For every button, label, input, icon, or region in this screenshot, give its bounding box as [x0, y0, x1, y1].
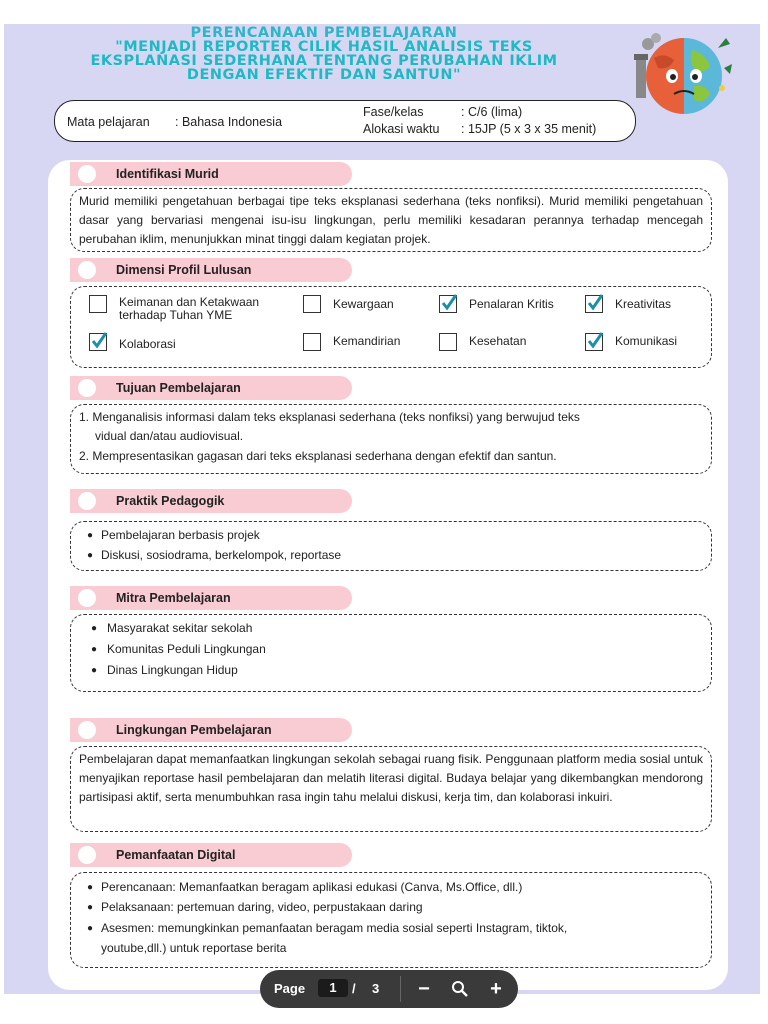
tujuan-item-1a: 1. Menganalisis informasi dalam teks eksplanasi sederhana (teks nonfiksi) yang berwujud teks — [79, 410, 580, 424]
checkbox-label: Kesehatan — [469, 334, 527, 348]
section-title: Mitra Pembelajaran — [116, 591, 231, 605]
check-icon — [91, 332, 107, 350]
zoom-fit-button[interactable] — [448, 976, 472, 1002]
header-dot — [78, 492, 96, 510]
checkbox-label: Kolaborasi — [119, 337, 176, 351]
header-dot — [78, 261, 96, 279]
subject-value: : Bahasa Indonesia — [175, 115, 283, 129]
checkbox-label: Kreativitas — [615, 297, 672, 311]
header-dot — [78, 721, 96, 739]
header-dot — [78, 589, 96, 607]
section-header-lingkungan — [70, 718, 352, 742]
section-header-tujuan — [70, 376, 352, 400]
section-header-mitra — [70, 586, 352, 610]
checkbox-label: Komunikasi — [615, 334, 678, 348]
bullet: ● — [87, 923, 94, 934]
checkbox-label: Penalaran Kritis — [469, 297, 554, 311]
title-line-4: DENGAN EFEKTIF DAN SANTUN" — [186, 67, 462, 83]
phase-value: : C/6 (lima) — [461, 105, 523, 119]
dimensi-box — [70, 286, 712, 368]
section-header-identifikasi — [70, 162, 352, 186]
page-separator: / — [352, 981, 356, 996]
document-title — [44, 26, 604, 82]
checkbox-label: Kewargaan — [333, 297, 394, 311]
praktik-item: Pembelajaran berbasis projek — [101, 528, 260, 542]
time-label: Alokasi waktu — [363, 122, 440, 136]
section-title: Dimensi Profil Lulusan — [116, 263, 252, 277]
mitra-box — [70, 614, 712, 692]
lingkungan-text: Pembelajaran dapat memanfaatkan lingkungan sekolah sebagai ruang fisik. Penggunaan platform media sosial untuk menyajikan reportase hasil pembelajaran dan melatih literasi digital. Budaya belajar yang dikembangkan mendorong partisipasi aktif, serta menumbuhkan rasa ingin tahu melalui diskusi, kerja tim, dan kolaborasi inkuiri. — [79, 752, 703, 804]
phase-label: Fase/kelas — [363, 105, 424, 119]
subject-label: Mata pelajaran — [67, 115, 150, 129]
title-line-2: "MENJADI REPORTER CILIK HASIL ANALISIS TEKS — [115, 39, 533, 55]
time-value: : 15JP (5 x 3 x 35 menit) — [461, 122, 597, 136]
check-icon — [441, 294, 457, 312]
section-title: Pemanfaatan Digital — [116, 848, 236, 862]
section-title: Lingkungan Pembelajaran — [116, 723, 272, 737]
mitra-item: Komunitas Peduli Lingkungan — [107, 642, 266, 656]
checkbox-kewargaan[interactable] — [303, 295, 321, 313]
document-page — [4, 24, 760, 1000]
zoom-in-button[interactable]: + — [490, 978, 502, 1000]
page-label: Page — [274, 981, 306, 996]
zoom-out-button[interactable]: − — [418, 978, 430, 1000]
bullet: ● — [91, 644, 98, 655]
digital-item-cont: youtube,dll.) untuk reportase berita — [101, 941, 287, 955]
lesson-info-box — [54, 100, 636, 142]
tujuan-box — [70, 404, 712, 474]
check-icon — [587, 332, 603, 350]
bullet: ● — [91, 665, 98, 676]
page-total: 3 — [372, 981, 380, 996]
checkbox-komunikasi[interactable] — [585, 333, 603, 351]
header-dot — [78, 846, 96, 864]
page-toolbar — [260, 970, 518, 1008]
earth-illustration-icon — [632, 28, 736, 124]
checkbox-kemandirian[interactable] — [303, 333, 321, 351]
page-number-input[interactable]: 1 — [318, 979, 348, 997]
magnifier-icon — [451, 980, 469, 998]
praktik-item: Diskusi, sosiodrama, berkelompok, reportase — [101, 548, 342, 562]
title-line-1: PERENCANAAN PEMBELAJARAN — [190, 25, 458, 41]
bullet: ● — [87, 882, 94, 893]
lingkungan-box — [70, 746, 712, 832]
section-header-dimensi — [70, 258, 352, 282]
tujuan-item-1b: vidual dan/atau audiovisual. — [95, 429, 244, 443]
checkbox-label: Keimanan dan Ketakwaan terhadap Tuhan YME — [119, 295, 260, 322]
identifikasi-box — [70, 188, 712, 252]
section-header-praktik — [70, 489, 352, 513]
bullet: ● — [91, 623, 98, 634]
checkbox-kesehatan[interactable] — [439, 333, 457, 351]
title-line-3: EKSPLANASI SEDERHANA TENTANG PERUBAHAN IKLIM — [90, 53, 558, 69]
bullet: ● — [87, 550, 94, 561]
mitra-item: Masyarakat sekitar sekolah — [107, 621, 253, 635]
bullet: ● — [87, 902, 94, 913]
section-header-digital — [70, 843, 352, 867]
section-title: Tujuan Pembelajaran — [116, 381, 241, 395]
digital-item: Pelaksanaan: pertemuan daring, video, perpustakaan daring — [101, 900, 423, 914]
check-icon — [587, 294, 603, 312]
toolbar-divider — [400, 976, 401, 1002]
checkbox-label: Kemandirian — [333, 334, 401, 348]
checkbox-kreativitas[interactable] — [585, 295, 603, 313]
header-dot — [78, 165, 96, 183]
tujuan-item-2: 2. Mempresentasikan gagasan dari teks eksplanasi sederhana dengan efektif dan santun. — [79, 449, 557, 463]
digital-item: Asesmen: memungkinkan pemanfaatan beragam media sosial seperti Instagram, tiktok, — [101, 921, 568, 935]
digital-box — [70, 872, 712, 968]
section-title: Identifikasi Murid — [116, 167, 219, 181]
identifikasi-text: Murid memiliki pengetahuan berbagai tipe teks eksplanasi sederhana (teks nonfiksi). Murid memiliki pengetahuan dasar yang bervariasi mengenai isu-isu lingkungan, perlu memiliki kesadaran perannya terhadap mencegah perubahan iklim, menunjukkan minat tinggi dalam kegiatan projek. — [79, 194, 703, 246]
checkbox-penalaran-kritis[interactable] — [439, 295, 457, 313]
mitra-item: Dinas Lingkungan Hidup — [107, 663, 238, 677]
checkbox-keimanan[interactable] — [89, 295, 107, 313]
section-title: Praktik Pedagogik — [116, 494, 225, 508]
checkbox-kolaborasi[interactable] — [89, 333, 107, 351]
praktik-box — [70, 521, 712, 571]
bullet: ● — [87, 530, 94, 541]
digital-item: Perencanaan: Memanfaatkan beragam aplikasi edukasi (Canva, Ms.Office, dll.) — [101, 880, 523, 894]
header-dot — [78, 379, 96, 397]
